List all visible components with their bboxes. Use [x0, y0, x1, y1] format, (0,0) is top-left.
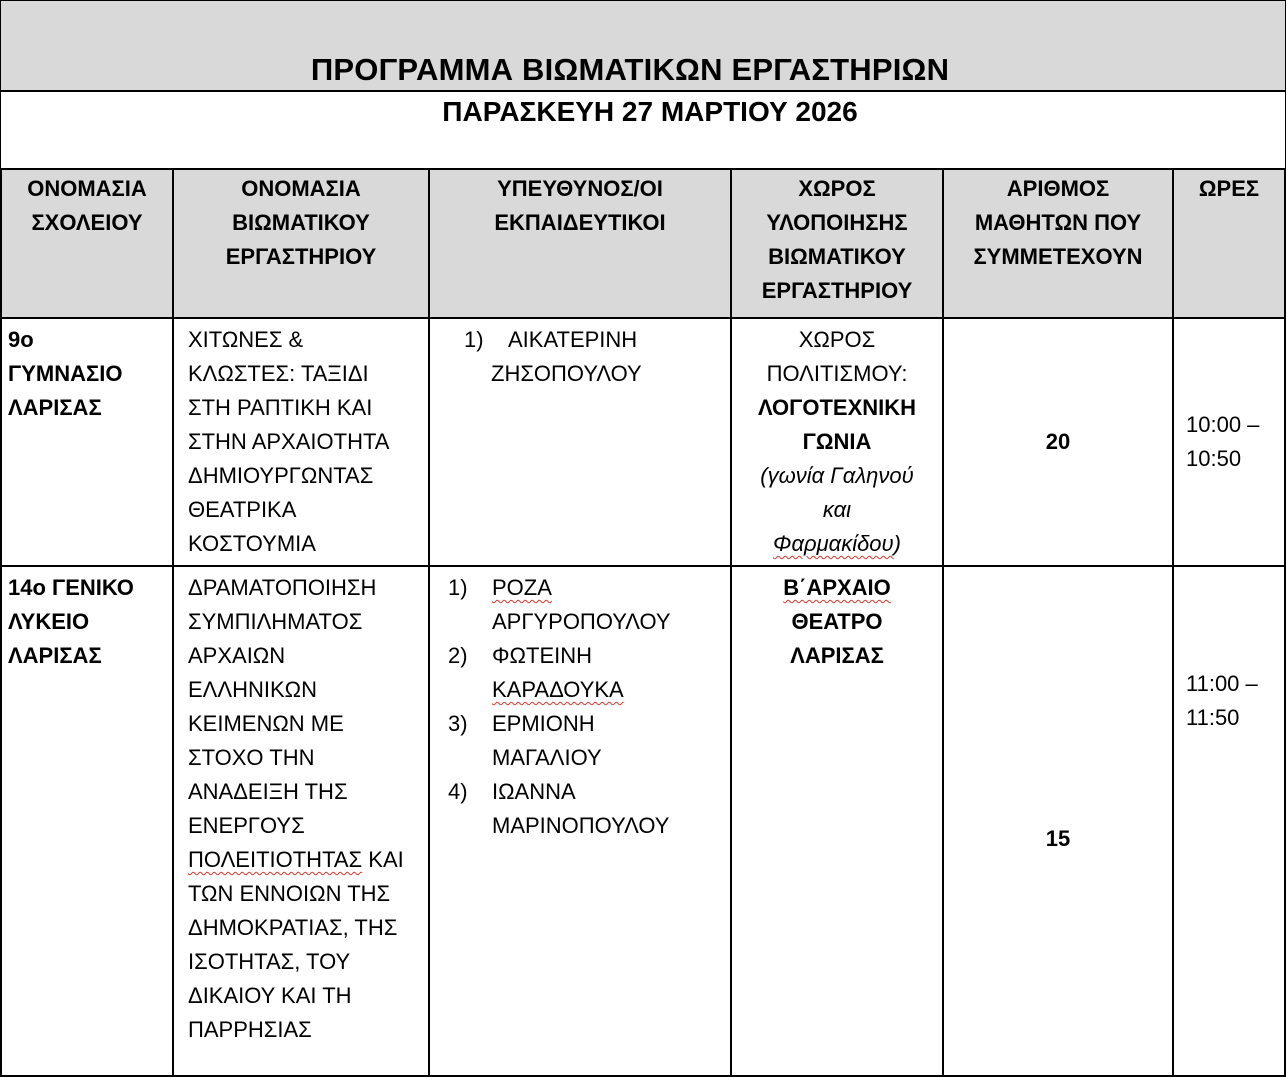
header-venue: ΧΩΡΟΣ ΥΛΟΠΟΙΗΣΗΣ ΒΙΩΜΑΤΙΚΟΥ ΕΡΓΑΣΤΗΡΙΟΥ — [731, 169, 943, 318]
document-title: ΠΡΟΓΡΑΜΜΑ ΒΙΩΜΑΤΙΚΩΝ ΕΡΓΑΣΤΗΡΙΩΝ — [310, 52, 950, 87]
venue-cell: Β΄ΑΡΧΑΙΟ ΘΕΑΤΡΟ ΛΑΡΙΣΑΣ — [731, 566, 943, 1076]
header-teachers: ΥΠΕΥΘΥΝΟΣ/ΟΙ ΕΚΠΑΙΔΕΥΤΙΚΟΙ — [429, 169, 731, 318]
list-item: 4) ΙΩΑΝΝΑ ΜΑΡΙΝΟΠΟΥΛΟΥ — [448, 779, 670, 838]
list-item: 2) ΦΩΤΕΙΝΗ ΚΑΡΑΔΟΥΚΑ — [448, 643, 624, 702]
teachers-cell: 1) ΑΙΚΑΤΕΡΙΝΗ ΖΗΣΟΠΟΥΛΟΥ — [429, 318, 731, 566]
header-workshop: ΟΝΟΜΑΣΙΑ ΒΙΩΜΑΤΙΚΟΥ ΕΡΓΑΣΤΗΡΙΟΥ — [173, 169, 429, 318]
teachers-cell — [429, 566, 731, 1076]
hours-cell: 11:00 – 11:50 — [1173, 566, 1285, 1076]
document-subtitle: ΠΑΡΑΣΚΕΥΗ 27 ΜΑΡΤΙΟΥ 2026 — [442, 96, 858, 127]
schedule-table — [0, 168, 1286, 1077]
school-cell: 14ο ΓΕΝΙΚΟ ΛΥΚΕΙΟ ΛΑΡΙΣΑΣ — [1, 566, 173, 1076]
teacher-list — [448, 571, 724, 843]
table-row — [1, 318, 1285, 566]
school-cell: 9ο ΓΥΜΝΑΣΙΟ ΛΑΡΙΣΑΣ — [1, 318, 173, 566]
teacher-list — [436, 323, 724, 357]
students-cell: 20 — [943, 318, 1173, 566]
header-students: ΑΡΙΘΜΟΣ ΜΑΘΗΤΩΝ ΠΟΥ ΣΥΜΜΕΤΕΧΟΥΝ — [943, 169, 1173, 318]
list-item: 3) ΕΡΜΙΟΝΗ ΜΑΓΑΛΙΟΥ — [448, 711, 602, 770]
header-row — [1, 169, 1285, 318]
workshop-cell: ΧΙΤΩΝΕΣ & ΚΛΩΣΤΕΣ: ΤΑΞΙΔΙ ΣΤΗ ΡΑΠΤΙΚΗ ΚΑΙ ΣΤΗΝ ΑΡΧΑΙΟΤΗΤΑ ΔΗΜΙΟΥΡΓΩΝΤΑΣ ΘΕΑΤΡΙΚΑ ΚΟΣΤΟΥΜΙΑ — [173, 318, 429, 566]
header-school: ΟΝΟΜΑΣΙΑ ΣΧΟΛΕΙΟΥ — [1, 169, 173, 318]
list-item: 1) ΡΟΖΑ ΑΡΓΥΡΟΠΟΥΛΟΥ — [448, 575, 671, 634]
students-cell: 15 — [943, 566, 1173, 1076]
venue-cell: ΧΩΡΟΣ ΠΟΛΙΤΙΣΜΟΥ: ΛΟΓΟΤΕΧΝΙΚΗ ΓΩΝΙΑ (γωνία Γαληνού και Φαρμακίδου) — [731, 318, 943, 566]
workshop-cell: ΔΡΑΜΑΤΟΠΟΙΗΣΗ ΣΥΜΠΙΛΗΜΑΤΟΣ ΑΡΧΑΙΩΝ ΕΛΛΗΝΙΚΩΝ ΚΕΙΜΕΝΩΝ ΜΕ ΣΤΟΧΟ ΤΗΝ ΑΝΑΔΕΙΞΗ ΤΗΣ ΕΝΕΡΓΟΥΣ ΠΟΛΕΙΤΙΟΤΗΤΑΣ ΚΑΙ ΤΩΝ ΕΝΝΟΙΩΝ ΤΗΣ ΔΗΜΟΚΡΑΤΙΑΣ, ΤΗΣ ΙΣΟΤΗΤΑΣ, ΤΟΥ ΔΙΚΑΙΟΥ ΚΑΙ ΤΗ ΠΑΡΡΗΣΙΑΣ — [173, 566, 429, 1076]
table-row — [1, 566, 1285, 1076]
list-item: 1) ΑΙΚΑΤΕΡΙΝΗ — [464, 327, 638, 352]
hours-cell: 10:00 – 10:50 — [1173, 318, 1285, 566]
header-hours: ΩΡΕΣ — [1173, 169, 1285, 318]
